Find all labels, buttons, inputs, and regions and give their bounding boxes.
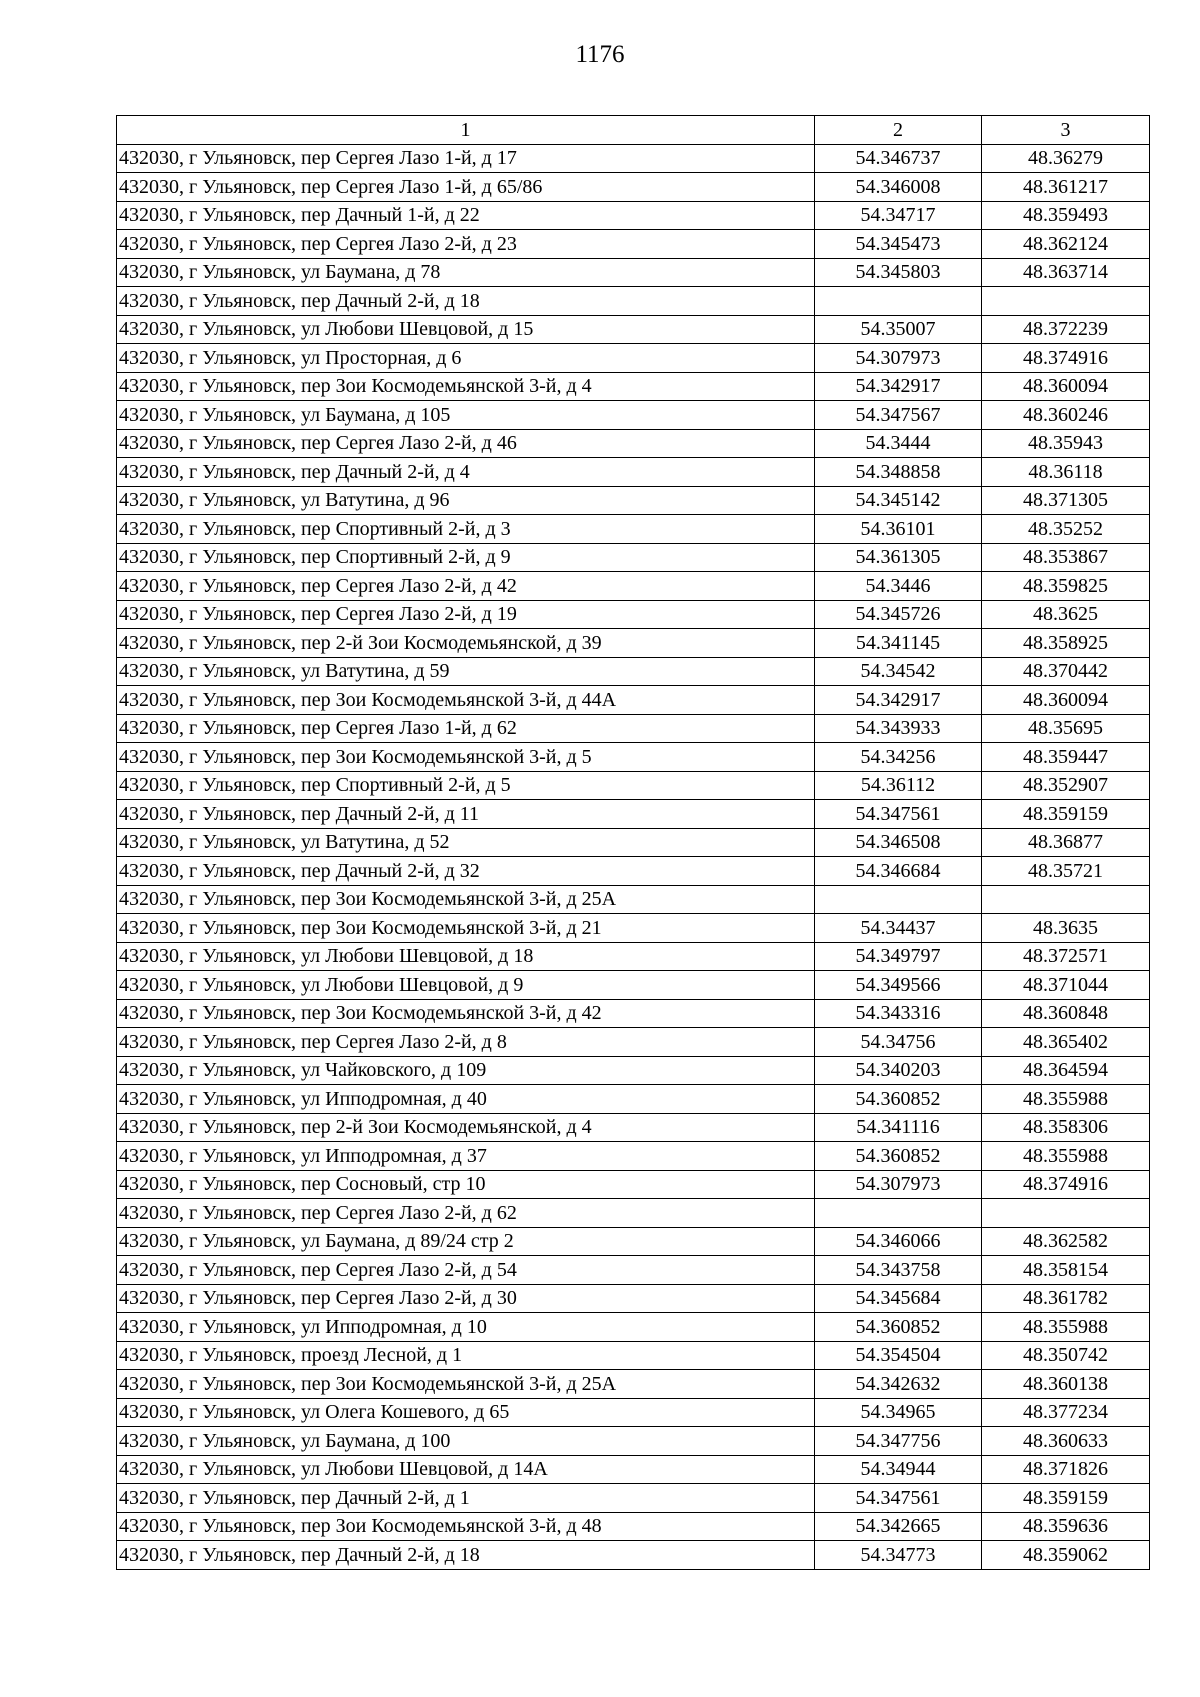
table-row [117,743,1150,772]
longitude-cell: 48.360094 [982,372,1150,401]
latitude-cell: 54.307973 [815,344,982,373]
address-cell: 432030, г Ульяновск, ул Просторная, д 6 [117,344,815,373]
latitude-cell [815,1199,982,1228]
table-row [117,1512,1150,1541]
latitude-cell [815,885,982,914]
latitude-cell: 54.34965 [815,1398,982,1427]
address-cell: 432030, г Ульяновск, проезд Лесной, д 1 [117,1341,815,1370]
address-cell: 432030, г Ульяновск, ул Любови Шевцовой, д 18 [117,942,815,971]
latitude-cell: 54.347756 [815,1427,982,1456]
longitude-cell: 48.365402 [982,1028,1150,1057]
latitude-cell: 54.342917 [815,372,982,401]
column-header-2: 2 [815,116,982,145]
address-cell: 432030, г Ульяновск, пер Сергея Лазо 2-й, д 30 [117,1284,815,1313]
latitude-cell: 54.345473 [815,230,982,259]
table-row [117,1398,1150,1427]
latitude-cell: 54.342665 [815,1512,982,1541]
latitude-cell: 54.347561 [815,800,982,829]
address-cell: 432030, г Ульяновск, пер Сергея Лазо 2-й, д 54 [117,1256,815,1285]
table-row [117,486,1150,515]
latitude-cell: 54.361305 [815,543,982,572]
table-row [117,372,1150,401]
table-row [117,1455,1150,1484]
table-body [117,144,1150,1569]
longitude-cell: 48.361782 [982,1284,1150,1313]
table-row [117,1427,1150,1456]
address-cell: 432030, г Ульяновск, пер Зои Космодемьянской 3-й, д 4 [117,372,815,401]
table-row [117,1484,1150,1513]
longitude-cell: 48.355988 [982,1085,1150,1114]
table-row [117,771,1150,800]
longitude-cell: 48.372571 [982,942,1150,971]
table-row [117,657,1150,686]
longitude-cell: 48.355988 [982,1313,1150,1342]
address-cell: 432030, г Ульяновск, пер Сергея Лазо 2-й, д 62 [117,1199,815,1228]
table-row [117,1113,1150,1142]
latitude-cell: 54.342632 [815,1370,982,1399]
table-row [117,914,1150,943]
address-cell: 432030, г Ульяновск, пер Дачный 2-й, д 1 [117,1484,815,1513]
table-row [117,429,1150,458]
address-cell: 432030, г Ульяновск, ул Баумана, д 100 [117,1427,815,1456]
longitude-cell: 48.359825 [982,572,1150,601]
latitude-cell: 54.349566 [815,971,982,1000]
longitude-cell [982,287,1150,316]
address-cell: 432030, г Ульяновск, пер Зои Космодемьянской 3-й, д 42 [117,999,815,1028]
table-row [117,857,1150,886]
table-row [117,1056,1150,1085]
longitude-cell: 48.372239 [982,315,1150,344]
longitude-cell [982,885,1150,914]
longitude-cell: 48.35721 [982,857,1150,886]
longitude-cell [982,1199,1150,1228]
longitude-cell: 48.362124 [982,230,1150,259]
table-row [117,1085,1150,1114]
longitude-cell: 48.360633 [982,1427,1150,1456]
longitude-cell: 48.359159 [982,800,1150,829]
latitude-cell: 54.347567 [815,401,982,430]
longitude-cell: 48.36877 [982,828,1150,857]
table-row [117,258,1150,287]
address-cell: 432030, г Ульяновск, пер Спортивный 2-й, д 3 [117,515,815,544]
latitude-cell: 54.34756 [815,1028,982,1057]
address-cell: 432030, г Ульяновск, пер Дачный 2-й, д 11 [117,800,815,829]
longitude-cell: 48.359062 [982,1541,1150,1570]
address-cell: 432030, г Ульяновск, пер Зои Космодемьянской 3-й, д 25А [117,885,815,914]
table-row [117,543,1150,572]
address-cell: 432030, г Ульяновск, пер Дачный 2-й, д 18 [117,287,815,316]
column-header-1: 1 [117,116,815,145]
latitude-cell: 54.360852 [815,1085,982,1114]
address-cell: 432030, г Ульяновск, пер Сергея Лазо 1-й, д 17 [117,144,815,173]
longitude-cell: 48.352907 [982,771,1150,800]
address-coordinates-table [116,115,1150,1570]
address-cell: 432030, г Ульяновск, ул Ватутина, д 59 [117,657,815,686]
latitude-cell: 54.34542 [815,657,982,686]
longitude-cell: 48.359493 [982,201,1150,230]
longitude-cell: 48.374916 [982,1170,1150,1199]
address-cell: 432030, г Ульяновск, ул Олега Кошевого, д 65 [117,1398,815,1427]
longitude-cell: 48.370442 [982,657,1150,686]
table-row [117,144,1150,173]
table-row [117,1341,1150,1370]
longitude-cell: 48.364594 [982,1056,1150,1085]
table-row [117,1142,1150,1171]
latitude-cell: 54.343758 [815,1256,982,1285]
table-row [117,344,1150,373]
latitude-cell: 54.341145 [815,629,982,658]
longitude-cell: 48.353867 [982,543,1150,572]
latitude-cell: 54.34773 [815,1541,982,1570]
latitude-cell: 54.36101 [815,515,982,544]
table-row [117,315,1150,344]
table-row [117,1541,1150,1570]
longitude-cell: 48.358306 [982,1113,1150,1142]
longitude-cell: 48.361217 [982,173,1150,202]
longitude-cell: 48.360138 [982,1370,1150,1399]
address-cell: 432030, г Ульяновск, ул Любови Шевцовой, д 15 [117,315,815,344]
longitude-cell: 48.377234 [982,1398,1150,1427]
address-cell: 432030, г Ульяновск, пер Дачный 2-й, д 32 [117,857,815,886]
longitude-cell: 48.359447 [982,743,1150,772]
latitude-cell: 54.346066 [815,1227,982,1256]
address-cell: 432030, г Ульяновск, пер Сосновый, стр 10 [117,1170,815,1199]
latitude-cell: 54.34944 [815,1455,982,1484]
latitude-cell: 54.34717 [815,201,982,230]
table-row [117,714,1150,743]
address-cell: 432030, г Ульяновск, ул Чайковского, д 109 [117,1056,815,1085]
longitude-cell: 48.355988 [982,1142,1150,1171]
latitude-cell: 54.342917 [815,686,982,715]
table-header-row [117,116,1150,145]
table-row [117,1199,1150,1228]
longitude-cell: 48.371826 [982,1455,1150,1484]
longitude-cell: 48.35695 [982,714,1150,743]
table-row [117,201,1150,230]
address-cell: 432030, г Ульяновск, ул Ватутина, д 96 [117,486,815,515]
table-row [117,600,1150,629]
latitude-cell: 54.34256 [815,743,982,772]
address-cell: 432030, г Ульяновск, пер 2-й Зои Космодемьянской, д 39 [117,629,815,658]
page-number: 1176 [575,41,625,68]
latitude-cell: 54.35007 [815,315,982,344]
table-row [117,230,1150,259]
longitude-cell: 48.358925 [982,629,1150,658]
address-cell: 432030, г Ульяновск, ул Ипподромная, д 37 [117,1142,815,1171]
table-row [117,800,1150,829]
address-cell: 432030, г Ульяновск, пер Дачный 1-й, д 22 [117,201,815,230]
latitude-cell: 54.347561 [815,1484,982,1513]
longitude-cell: 48.359159 [982,1484,1150,1513]
address-cell: 432030, г Ульяновск, ул Любови Шевцовой, д 14А [117,1455,815,1484]
longitude-cell: 48.35943 [982,429,1150,458]
latitude-cell: 54.34437 [815,914,982,943]
longitude-cell: 48.358154 [982,1256,1150,1285]
address-cell: 432030, г Ульяновск, пер Спортивный 2-й, д 9 [117,543,815,572]
address-cell: 432030, г Ульяновск, пер Дачный 2-й, д 18 [117,1541,815,1570]
longitude-cell: 48.3625 [982,600,1150,629]
address-cell: 432030, г Ульяновск, пер Сергея Лазо 2-й, д 23 [117,230,815,259]
address-cell: 432030, г Ульяновск, пер Сергея Лазо 2-й, д 42 [117,572,815,601]
latitude-cell: 54.346008 [815,173,982,202]
table-row [117,686,1150,715]
table-row [117,1256,1150,1285]
latitude-cell: 54.345684 [815,1284,982,1313]
longitude-cell: 48.3635 [982,914,1150,943]
address-cell: 432030, г Ульяновск, ул Ватутина, д 52 [117,828,815,857]
address-cell: 432030, г Ульяновск, пер 2-й Зои Космодемьянской, д 4 [117,1113,815,1142]
longitude-cell: 48.359636 [982,1512,1150,1541]
table-row [117,1170,1150,1199]
latitude-cell: 54.345142 [815,486,982,515]
longitude-cell: 48.35252 [982,515,1150,544]
latitude-cell [815,287,982,316]
latitude-cell: 54.354504 [815,1341,982,1370]
table-row [117,572,1150,601]
latitude-cell: 54.3444 [815,429,982,458]
address-cell: 432030, г Ульяновск, ул Баумана, д 89/24 стр 2 [117,1227,815,1256]
latitude-cell: 54.348858 [815,458,982,487]
table-row [117,458,1150,487]
address-cell: 432030, г Ульяновск, ул Ипподромная, д 40 [117,1085,815,1114]
latitude-cell: 54.36112 [815,771,982,800]
table-row [117,1028,1150,1057]
table-row [117,401,1150,430]
longitude-cell: 48.360094 [982,686,1150,715]
address-cell: 432030, г Ульяновск, пер Сергея Лазо 2-й, д 46 [117,429,815,458]
longitude-cell: 48.374916 [982,344,1150,373]
table-row [117,287,1150,316]
address-cell: 432030, г Ульяновск, пер Зои Космодемьянской 3-й, д 21 [117,914,815,943]
longitude-cell: 48.36279 [982,144,1150,173]
column-header-3: 3 [982,116,1150,145]
address-cell: 432030, г Ульяновск, пер Зои Космодемьянской 3-й, д 5 [117,743,815,772]
address-cell: 432030, г Ульяновск, пер Зои Космодемьянской 3-й, д 48 [117,1512,815,1541]
latitude-cell: 54.346508 [815,828,982,857]
address-cell: 432030, г Ульяновск, пер Зои Космодемьянской 3-й, д 44А [117,686,815,715]
address-cell: 432030, г Ульяновск, пер Сергея Лазо 1-й, д 65/86 [117,173,815,202]
table-row [117,1284,1150,1313]
longitude-cell: 48.371044 [982,971,1150,1000]
longitude-cell: 48.350742 [982,1341,1150,1370]
latitude-cell: 54.349797 [815,942,982,971]
latitude-cell: 54.360852 [815,1142,982,1171]
address-cell: 432030, г Ульяновск, пер Сергея Лазо 1-й, д 62 [117,714,815,743]
longitude-cell: 48.363714 [982,258,1150,287]
address-cell: 432030, г Ульяновск, пер Спортивный 2-й, д 5 [117,771,815,800]
address-cell: 432030, г Ульяновск, ул Баумана, д 78 [117,258,815,287]
address-cell: 432030, г Ульяновск, пер Зои Космодемьянской 3-й, д 25А [117,1370,815,1399]
address-cell: 432030, г Ульяновск, ул Любови Шевцовой, д 9 [117,971,815,1000]
longitude-cell: 48.360848 [982,999,1150,1028]
latitude-cell: 54.3446 [815,572,982,601]
address-cell: 432030, г Ульяновск, ул Баумана, д 105 [117,401,815,430]
table-row [117,999,1150,1028]
latitude-cell: 54.360852 [815,1313,982,1342]
address-cell: 432030, г Ульяновск, ул Ипподромная, д 10 [117,1313,815,1342]
table-row [117,971,1150,1000]
latitude-cell: 54.343933 [815,714,982,743]
address-cell: 432030, г Ульяновск, пер Сергея Лазо 2-й, д 8 [117,1028,815,1057]
latitude-cell: 54.346684 [815,857,982,886]
longitude-cell: 48.362582 [982,1227,1150,1256]
longitude-cell: 48.360246 [982,401,1150,430]
table-row [117,629,1150,658]
table-row [117,173,1150,202]
latitude-cell: 54.307973 [815,1170,982,1199]
table-row [117,1370,1150,1399]
table-row [117,885,1150,914]
table-row [117,942,1150,971]
address-cell: 432030, г Ульяновск, пер Дачный 2-й, д 4 [117,458,815,487]
longitude-cell: 48.36118 [982,458,1150,487]
latitude-cell: 54.346737 [815,144,982,173]
longitude-cell: 48.371305 [982,486,1150,515]
latitude-cell: 54.343316 [815,999,982,1028]
table-row [117,515,1150,544]
latitude-cell: 54.345803 [815,258,982,287]
latitude-cell: 54.345726 [815,600,982,629]
table-row [117,1227,1150,1256]
latitude-cell: 54.340203 [815,1056,982,1085]
table-row [117,828,1150,857]
table-row [117,1313,1150,1342]
latitude-cell: 54.341116 [815,1113,982,1142]
address-cell: 432030, г Ульяновск, пер Сергея Лазо 2-й, д 19 [117,600,815,629]
